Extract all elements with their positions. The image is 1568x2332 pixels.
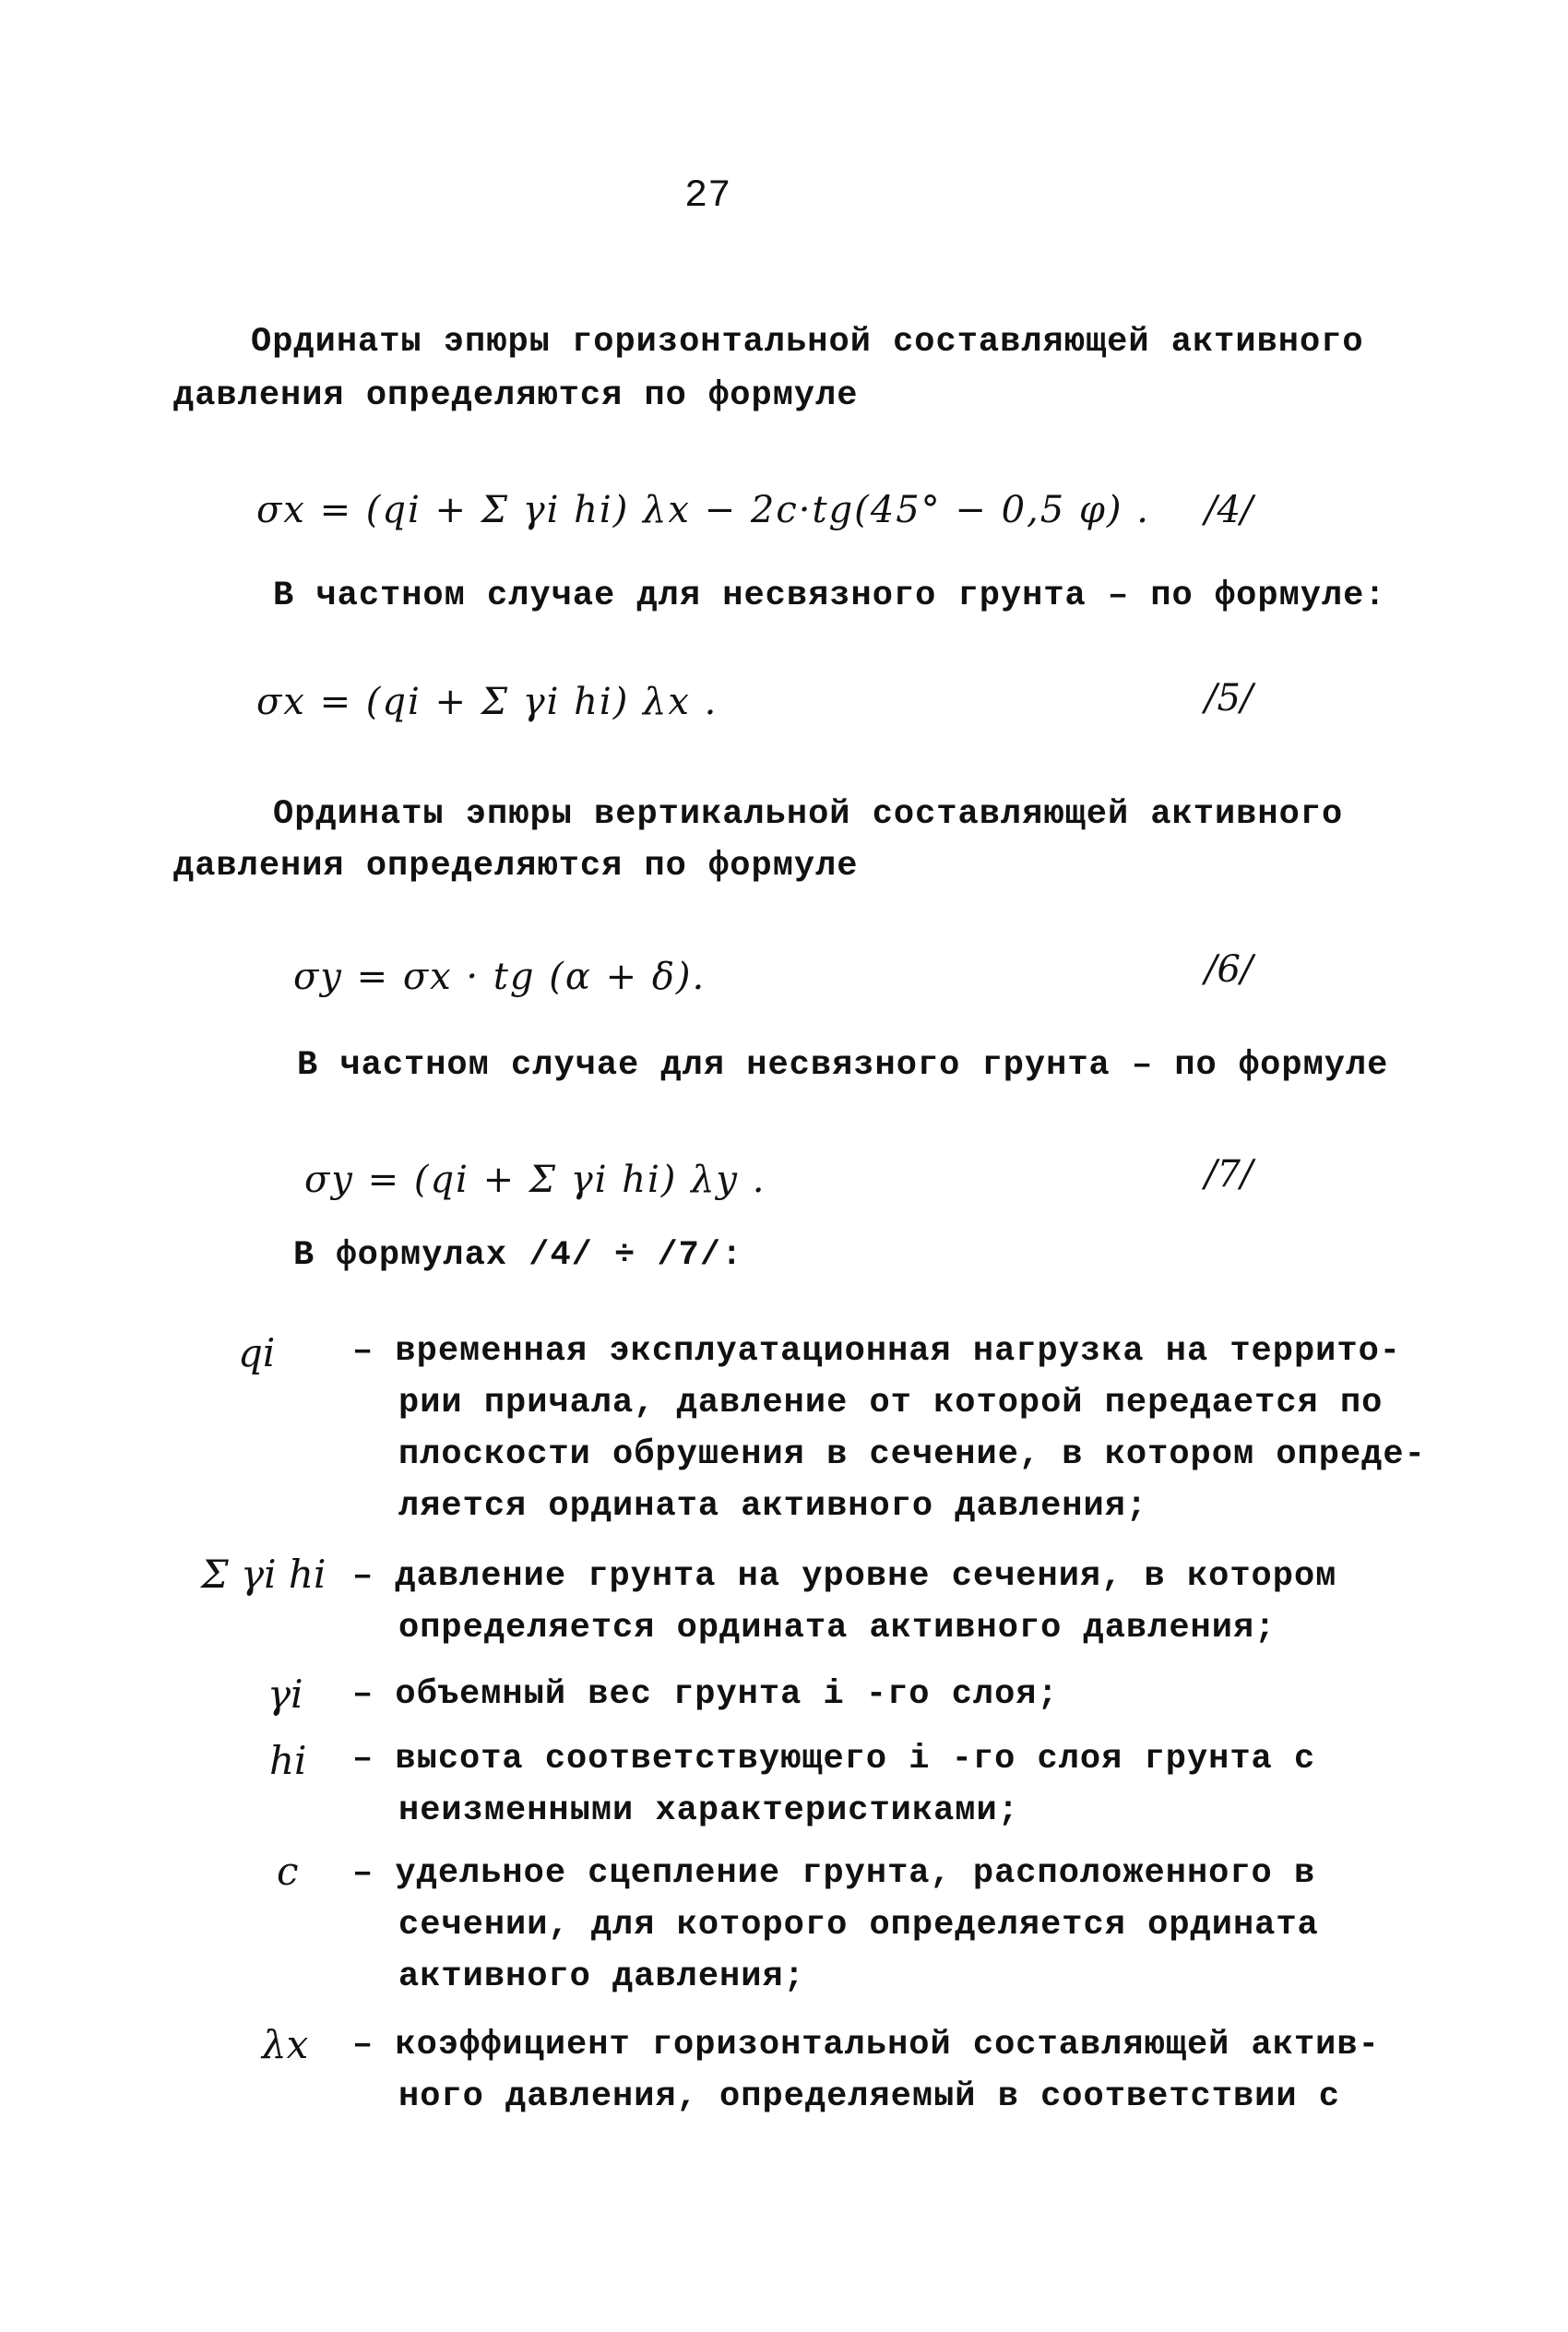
definition-line: ного давления, определяемый в соответствии с xyxy=(398,2077,1340,2116)
definition-line: определяется ордината активного давления; xyxy=(398,1609,1277,1648)
definition-line: – коэффициент горизонтальной составляющей актив- xyxy=(352,2026,1380,2064)
page-number: 27 xyxy=(684,173,731,218)
equation-4: σx = (qi + Σ γi hi) λx − 2c·tg(45° − 0,5 φ) . xyxy=(256,489,1150,531)
definition-line: неизменными характеристиками; xyxy=(398,1791,1019,1830)
paragraph-line: Ординаты эпюры вертикальной составляющей активного xyxy=(273,795,1344,834)
equation-5: σx = (qi + Σ γi hi) λx . xyxy=(256,681,719,723)
definition-symbol: λx xyxy=(262,2022,309,2067)
definition-symbol: γi xyxy=(267,1672,303,1717)
definition-line: сечении, для которого определяется ордината xyxy=(398,1906,1319,1945)
equation-7: σy = (qi + Σ γi hi) λy . xyxy=(304,1159,766,1201)
definition-symbol: c xyxy=(277,1849,299,1894)
equation-number-7: /7/ xyxy=(1205,1153,1253,1196)
paragraph-line: В частном случае для несвязного грунта – по формуле: xyxy=(273,577,1386,615)
definition-line: – удельное сцепление грунта, расположенного в xyxy=(352,1854,1316,1893)
paragraph-line: давления определяются по формуле xyxy=(173,847,859,886)
paragraph-line: давления определяются по формуле xyxy=(173,376,859,415)
equation-number-5: /5/ xyxy=(1205,677,1253,720)
definition-line: плоскости обрушения в сечение, в котором опреде- xyxy=(398,1435,1426,1474)
definition-line: – объемный вес грунта i -го слоя; xyxy=(352,1675,1059,1714)
equation-number-4: /4/ xyxy=(1205,489,1253,531)
definition-symbol: Σ γi hi xyxy=(201,1552,327,1597)
definition-line: – давление грунта на уровне сечения, в котором xyxy=(352,1557,1337,1596)
definition-line: ляется ордината активного давления; xyxy=(398,1487,1148,1526)
definition-line: – высота соответствующего i -го слоя грунта с xyxy=(352,1740,1316,1779)
definition-line: рии причала, давление от которой передается по xyxy=(398,1384,1384,1422)
paragraph-line: В формулах /4/ ÷ /7/: xyxy=(293,1236,743,1275)
equation-number-6: /6/ xyxy=(1205,948,1253,991)
definition-line: активного давления; xyxy=(398,1957,805,1996)
paragraph-line: В частном случае для несвязного грунта – по формуле xyxy=(297,1046,1389,1085)
definition-line: – временная эксплуатационная нагрузка на террито- xyxy=(352,1332,1401,1371)
definition-symbol: qi xyxy=(238,1330,276,1375)
definition-symbol: hi xyxy=(269,1738,307,1783)
paragraph-line: Ординаты эпюры горизонтальной составляющей активного xyxy=(251,323,1364,362)
equation-6: σy = σx · tg (α + δ). xyxy=(293,956,707,998)
